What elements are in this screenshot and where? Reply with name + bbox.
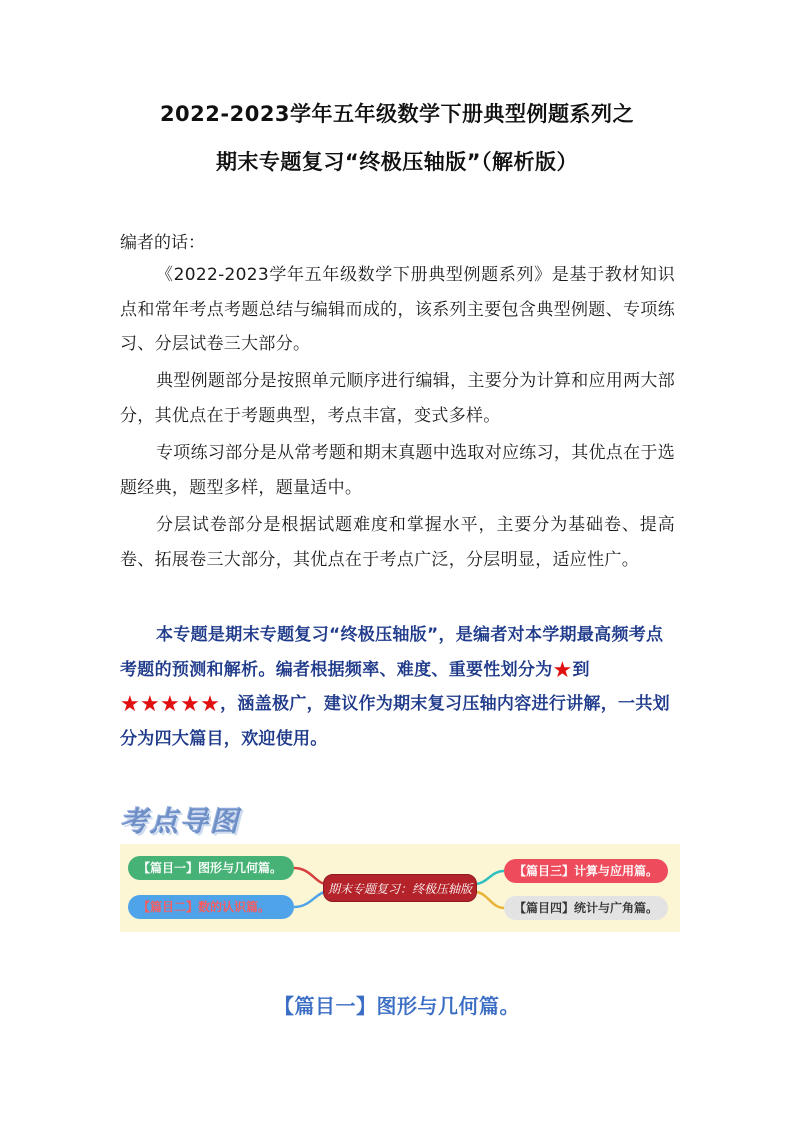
mind-map-center-node: 期末专题复习：终极压轴版 (323, 874, 477, 902)
star-rating-one-icon: ★ (552, 657, 573, 683)
editor-heading: 编者的话： (120, 233, 205, 253)
exam-map-title: 考点导图 (120, 805, 241, 838)
section-heading: 【篇目一】图形与几何篇。 (274, 994, 520, 1018)
highlight-text-3: ，涵盖极广，建议作为期末复习压轴内容进行讲解，一共划分为四大篇目，欢迎使用。 (120, 694, 670, 749)
document-title-line1: 2022-2023学年五年级数学下册典型例题系列之 (159, 102, 635, 126)
mind-map-node-1: 【篇目一】图形与几何篇。 (128, 856, 294, 880)
highlight-text-1: 本专题是期末专题复习“终极压轴版”，是编者对本学期最高频考点考题的预测和解析。编者根据频率、难度、重要性划分为 (120, 625, 664, 680)
document-title-line2: 期末专题复习“终极压轴版”（解析版） (215, 150, 579, 174)
mind-map-node-2: 【篇目二】数的认识篇。 (128, 895, 294, 919)
mind-map (120, 844, 680, 932)
intro-paragraph-1: 《2022-2023学年五年级数学下册典型例题系列》是基于教材知识点和常年考点考题总结与编辑而成的，该系列主要包含典型例题、专项练习、分层试卷三大部分。 (120, 265, 675, 354)
star-rating-five-icon: ★★★★★ (120, 692, 221, 717)
intro-paragraph-2: 典型例题部分是按照单元顺序进行编辑，主要分为计算和应用两大部分，其优点在于考题典型，考点丰富，变式多样。 (120, 371, 675, 426)
intro-paragraph-4: 分层试卷部分是根据试题难度和掌握水平，主要分为基础卷、提高卷、拓展卷三大部分，其优点在于考点广泛，分层明显，适应性广。 (120, 515, 675, 570)
mind-map-node-3: 【篇目三】计算与应用篇。 (504, 859, 668, 883)
highlight-text-2: 到 (572, 659, 590, 680)
mind-map-node-4: 【篇目四】统计与广角篇。 (504, 896, 668, 920)
highlight-paragraph (120, 618, 675, 756)
intro-paragraph-3: 专项练习部分是从常考题和期末真题中选取对应练习，其优点在于选题经典，题型多样，题量适中。 (120, 443, 675, 498)
